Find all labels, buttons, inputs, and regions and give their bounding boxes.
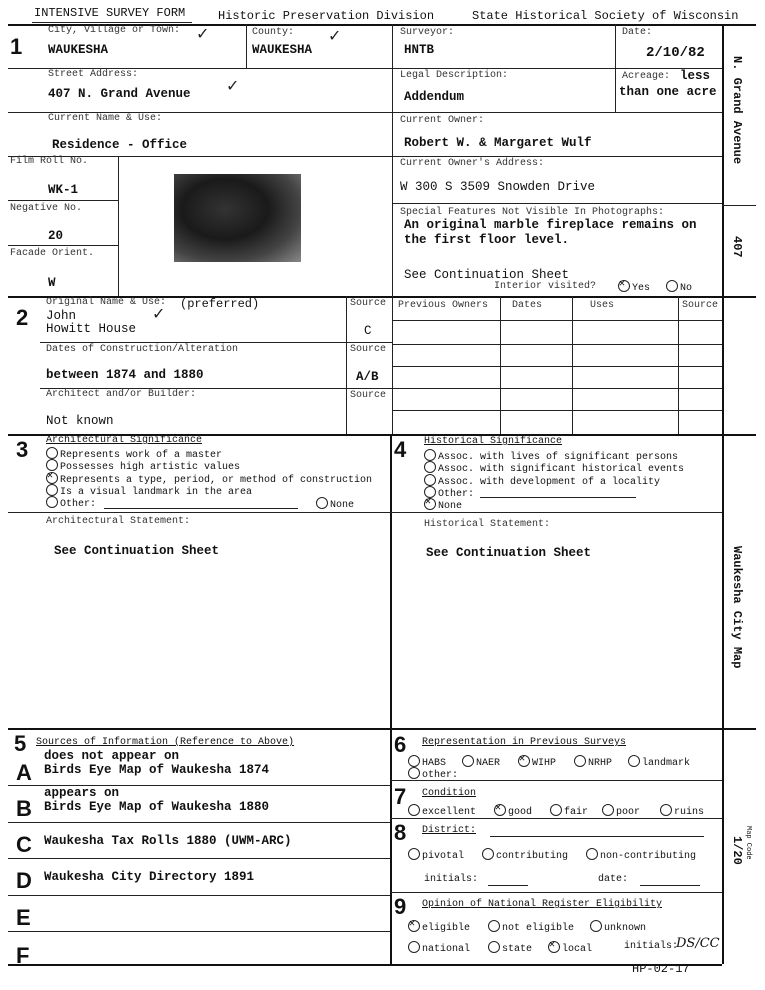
facade-value: W: [48, 276, 56, 290]
circle-icon: [424, 474, 436, 486]
current-use-label: Current Name & Use:: [48, 113, 163, 124]
circle-icon: [424, 449, 436, 461]
legal-label: Legal Description:: [400, 70, 509, 81]
date-label: Date:: [622, 27, 653, 38]
source-d-letter: D: [16, 868, 32, 893]
see-continuation-1: See Continuation Sheet: [404, 268, 570, 282]
selected-circle-icon: [494, 804, 506, 816]
section-3-number: 3: [16, 437, 29, 462]
acreage-value-1: less: [680, 69, 711, 83]
survey-naer-option: NAER: [462, 755, 500, 769]
building-photo: [174, 174, 301, 262]
legal-value: Addendum: [404, 90, 465, 104]
circle-icon: [550, 804, 562, 816]
street-value: 407 N. Grand Avenue: [48, 87, 191, 101]
national-option: national: [408, 941, 470, 955]
source-a-line-1: does not appear on: [44, 749, 180, 763]
hist-statement-label: Historical Statement:: [424, 519, 551, 530]
source-value-2: A/B: [356, 370, 379, 384]
circle-icon: [408, 848, 420, 860]
section-9-number: 9: [394, 894, 407, 919]
circle-icon: [462, 755, 474, 767]
condition-excellent-option: excellent: [408, 804, 476, 818]
dates-construction-value: between 1874 and 1880: [46, 368, 204, 382]
circle-icon: [46, 484, 58, 496]
current-use-value: Residence - Office: [52, 138, 188, 152]
arch-option-other: Other:: [46, 496, 96, 510]
hist-option-locality: Assoc. with development of a locality: [424, 474, 660, 488]
source-a-line-2: Birds Eye Map of Waukesha 1874: [44, 763, 270, 777]
survey-habs-option: HABS: [408, 755, 446, 769]
source-c-value: Waukesha Tax Rolls 1880 (UWM-ARC): [44, 834, 292, 848]
section-8-number: 8: [394, 820, 407, 845]
original-name-line-1: John: [46, 309, 77, 323]
sources-title: Sources of Information (Reference to Above): [36, 737, 295, 748]
special-features-line-1: An original marble fireplace remains on: [404, 218, 697, 232]
date-value: 2/10/82: [646, 45, 705, 61]
interior-no-option: No: [666, 280, 692, 294]
section-7-number: 7: [394, 784, 407, 809]
arch-statement-value: See Continuation Sheet: [54, 544, 220, 558]
section-4-number: 4: [394, 437, 407, 462]
special-features-line-2: the first floor level.: [404, 233, 570, 247]
dates-construction-label: Dates of Construction/Alteration: [46, 344, 239, 355]
source-label-1: Source: [350, 298, 387, 309]
circle-icon: [602, 804, 614, 816]
side-map-code-label: Map Code: [744, 826, 752, 860]
circle-icon: [628, 755, 640, 767]
section-6-number: 6: [394, 732, 407, 757]
previous-owners-header: Previous Owners: [398, 300, 489, 311]
circle-icon: [408, 941, 420, 953]
selected-circle-icon: [408, 920, 420, 932]
negative-label: Negative No.: [10, 203, 83, 214]
circle-icon: [424, 461, 436, 473]
survey-landmark-option: landmark: [628, 755, 690, 769]
county-value: WAUKESHA: [252, 43, 313, 57]
original-name-line-2: Howitt House: [46, 322, 137, 336]
circle-icon: [586, 848, 598, 860]
check-mark-icon: ✓: [226, 76, 240, 95]
circle-icon: [46, 496, 58, 508]
circle-icon: [590, 920, 602, 932]
arch-option-type: ✕Represents a type, period, or method of construction: [46, 472, 372, 486]
acreage-value-2: than one acre: [619, 85, 717, 99]
society-name: State Historical Society of Wisconsin: [472, 9, 739, 23]
arch-statement-label: Architectural Statement:: [46, 516, 191, 527]
circle-icon: [574, 755, 586, 767]
city-value: WAUKESHA: [48, 43, 109, 57]
side-street-number: 407: [730, 236, 744, 258]
dates-column-header: Dates: [512, 300, 543, 311]
hist-option-none: ✕None: [424, 498, 462, 512]
unknown-option: unknown: [590, 920, 646, 934]
survey-other-option: other:: [408, 767, 458, 781]
survey-wihp-option: ✕ WIHP: [518, 755, 556, 769]
special-features-label: Special Features Not Visible In Photographs:: [400, 207, 665, 218]
street-label: Street Address:: [48, 69, 139, 80]
hist-option-persons: Assoc. with lives of significant persons: [424, 449, 678, 463]
source-a-letter: A: [16, 760, 32, 785]
acreage-label: Acreage:: [622, 71, 671, 82]
arch-option-landmark: Is a visual landmark in the area: [46, 484, 252, 498]
source-b-line-2: Birds Eye Map of Waukesha 1880: [44, 800, 270, 814]
original-name-label: Original Name & Use:: [46, 297, 167, 308]
hist-statement-value: See Continuation Sheet: [426, 546, 592, 560]
circle-icon: [488, 941, 500, 953]
circle-icon: [408, 755, 420, 767]
state-option: state: [488, 941, 532, 955]
negative-value: 20: [48, 229, 64, 243]
district-title: District:: [422, 825, 477, 836]
city-label: City, Village or Town:: [48, 25, 181, 36]
source-f-letter: F: [16, 943, 30, 968]
arch-option-none: None: [316, 497, 354, 511]
not-eligible-option: not eligible: [488, 920, 574, 934]
selected-circle-icon: [518, 755, 530, 767]
selected-circle-icon: [618, 280, 630, 292]
owner-address-label: Current Owner's Address:: [400, 158, 545, 169]
side-street-name: N. Grand Avenue: [730, 56, 744, 165]
division-name: Historic Preservation Division: [218, 9, 435, 23]
source-label-3: Source: [350, 390, 387, 401]
condition-ruins-option: ruins: [660, 804, 704, 818]
circle-icon: [408, 767, 420, 779]
section-5-number: 5: [14, 731, 27, 756]
survey-nrhp-option: NRHP: [574, 755, 612, 769]
uses-column-header: Uses: [590, 300, 615, 311]
condition-good-option: ✕ good: [494, 804, 532, 818]
district-initials-label: initials:: [424, 874, 479, 885]
hist-option-events: Assoc. with significant historical events: [424, 461, 684, 475]
circle-icon: [408, 804, 420, 816]
form-code: HP-02-17: [632, 962, 690, 976]
circle-icon: [46, 447, 58, 459]
architect-label: Architect and/or Builder:: [46, 389, 197, 400]
check-mark-icon: ✓: [328, 26, 342, 45]
circle-icon: [660, 804, 672, 816]
district-noncontributing-option: non-contributing: [586, 848, 696, 862]
condition-poor-option: poor: [602, 804, 640, 818]
side-map-name: Waukesha City Map: [730, 546, 744, 669]
circle-icon: [488, 920, 500, 932]
local-option: ✕ local: [548, 941, 592, 955]
interior-yes-option: ✕ Yes: [618, 280, 650, 294]
surveyor-label: Surveyor:: [400, 27, 455, 38]
previous-surveys-title: Representation in Previous Surveys: [422, 737, 627, 748]
film-roll-label: Film Roll No.: [10, 156, 89, 167]
circle-icon: [666, 280, 678, 292]
eligible-option: ✕eligible: [408, 920, 470, 934]
condition-title: Condition: [422, 788, 477, 799]
source-c-letter: C: [16, 832, 32, 857]
owner-value: Robert W. & Margaret Wulf: [404, 136, 592, 150]
architect-value: Not known: [46, 414, 114, 428]
source-b-line-1: appears on: [44, 786, 120, 800]
check-mark-icon: ✓: [196, 24, 210, 43]
section-2-number: 2: [16, 305, 29, 330]
selected-circle-icon: [548, 941, 560, 953]
source-b-letter: B: [16, 796, 32, 821]
source-e-letter: E: [16, 905, 31, 930]
selected-circle-icon: [424, 498, 436, 510]
hist-significance-title: Historical Significance: [424, 436, 563, 447]
source-column-header: Source: [682, 300, 719, 311]
check-mark-icon: ✓: [152, 304, 166, 323]
district-contributing-option: contributing: [482, 848, 568, 862]
form-title: INTENSIVE SURVEY FORM: [34, 6, 186, 20]
district-date-label: date:: [598, 874, 629, 885]
hist-option-other: Other:: [424, 486, 474, 500]
eligibility-initials-label: initials:: [624, 941, 679, 952]
side-map-code: 1/20: [730, 836, 744, 865]
selected-circle-icon: [46, 472, 58, 484]
circle-icon: [482, 848, 494, 860]
original-name-preferred: (preferred): [180, 297, 260, 311]
source-label-2: Source: [350, 344, 387, 355]
arch-option-artistic: Possesses high artistic values: [46, 459, 240, 473]
owner-label: Current Owner:: [400, 115, 485, 126]
county-label: County:: [252, 27, 295, 38]
arch-option-master: Represents work of a master: [46, 447, 222, 461]
owner-address-value: W 300 S 3509 Snowden Drive: [400, 180, 596, 194]
surveyor-value: HNTB: [404, 43, 435, 57]
interior-visited-label: Interior visited?: [494, 281, 597, 292]
arch-significance-title: Architectural Significance: [46, 435, 203, 446]
facade-label: Facade Orient.: [10, 248, 95, 259]
eligibility-title: Opinion of National Register Eligibility: [422, 899, 663, 910]
eligibility-initials-value: DS/CC: [676, 936, 720, 951]
film-roll-value: WK-1: [48, 183, 79, 197]
condition-fair-option: fair: [550, 804, 588, 818]
source-d-value: Waukesha City Directory 1891: [44, 870, 255, 884]
source-value-1: C: [364, 324, 372, 338]
district-pivotal-option: pivotal: [408, 848, 464, 862]
circle-icon: [316, 497, 328, 509]
section-1-number: 1: [10, 34, 23, 59]
